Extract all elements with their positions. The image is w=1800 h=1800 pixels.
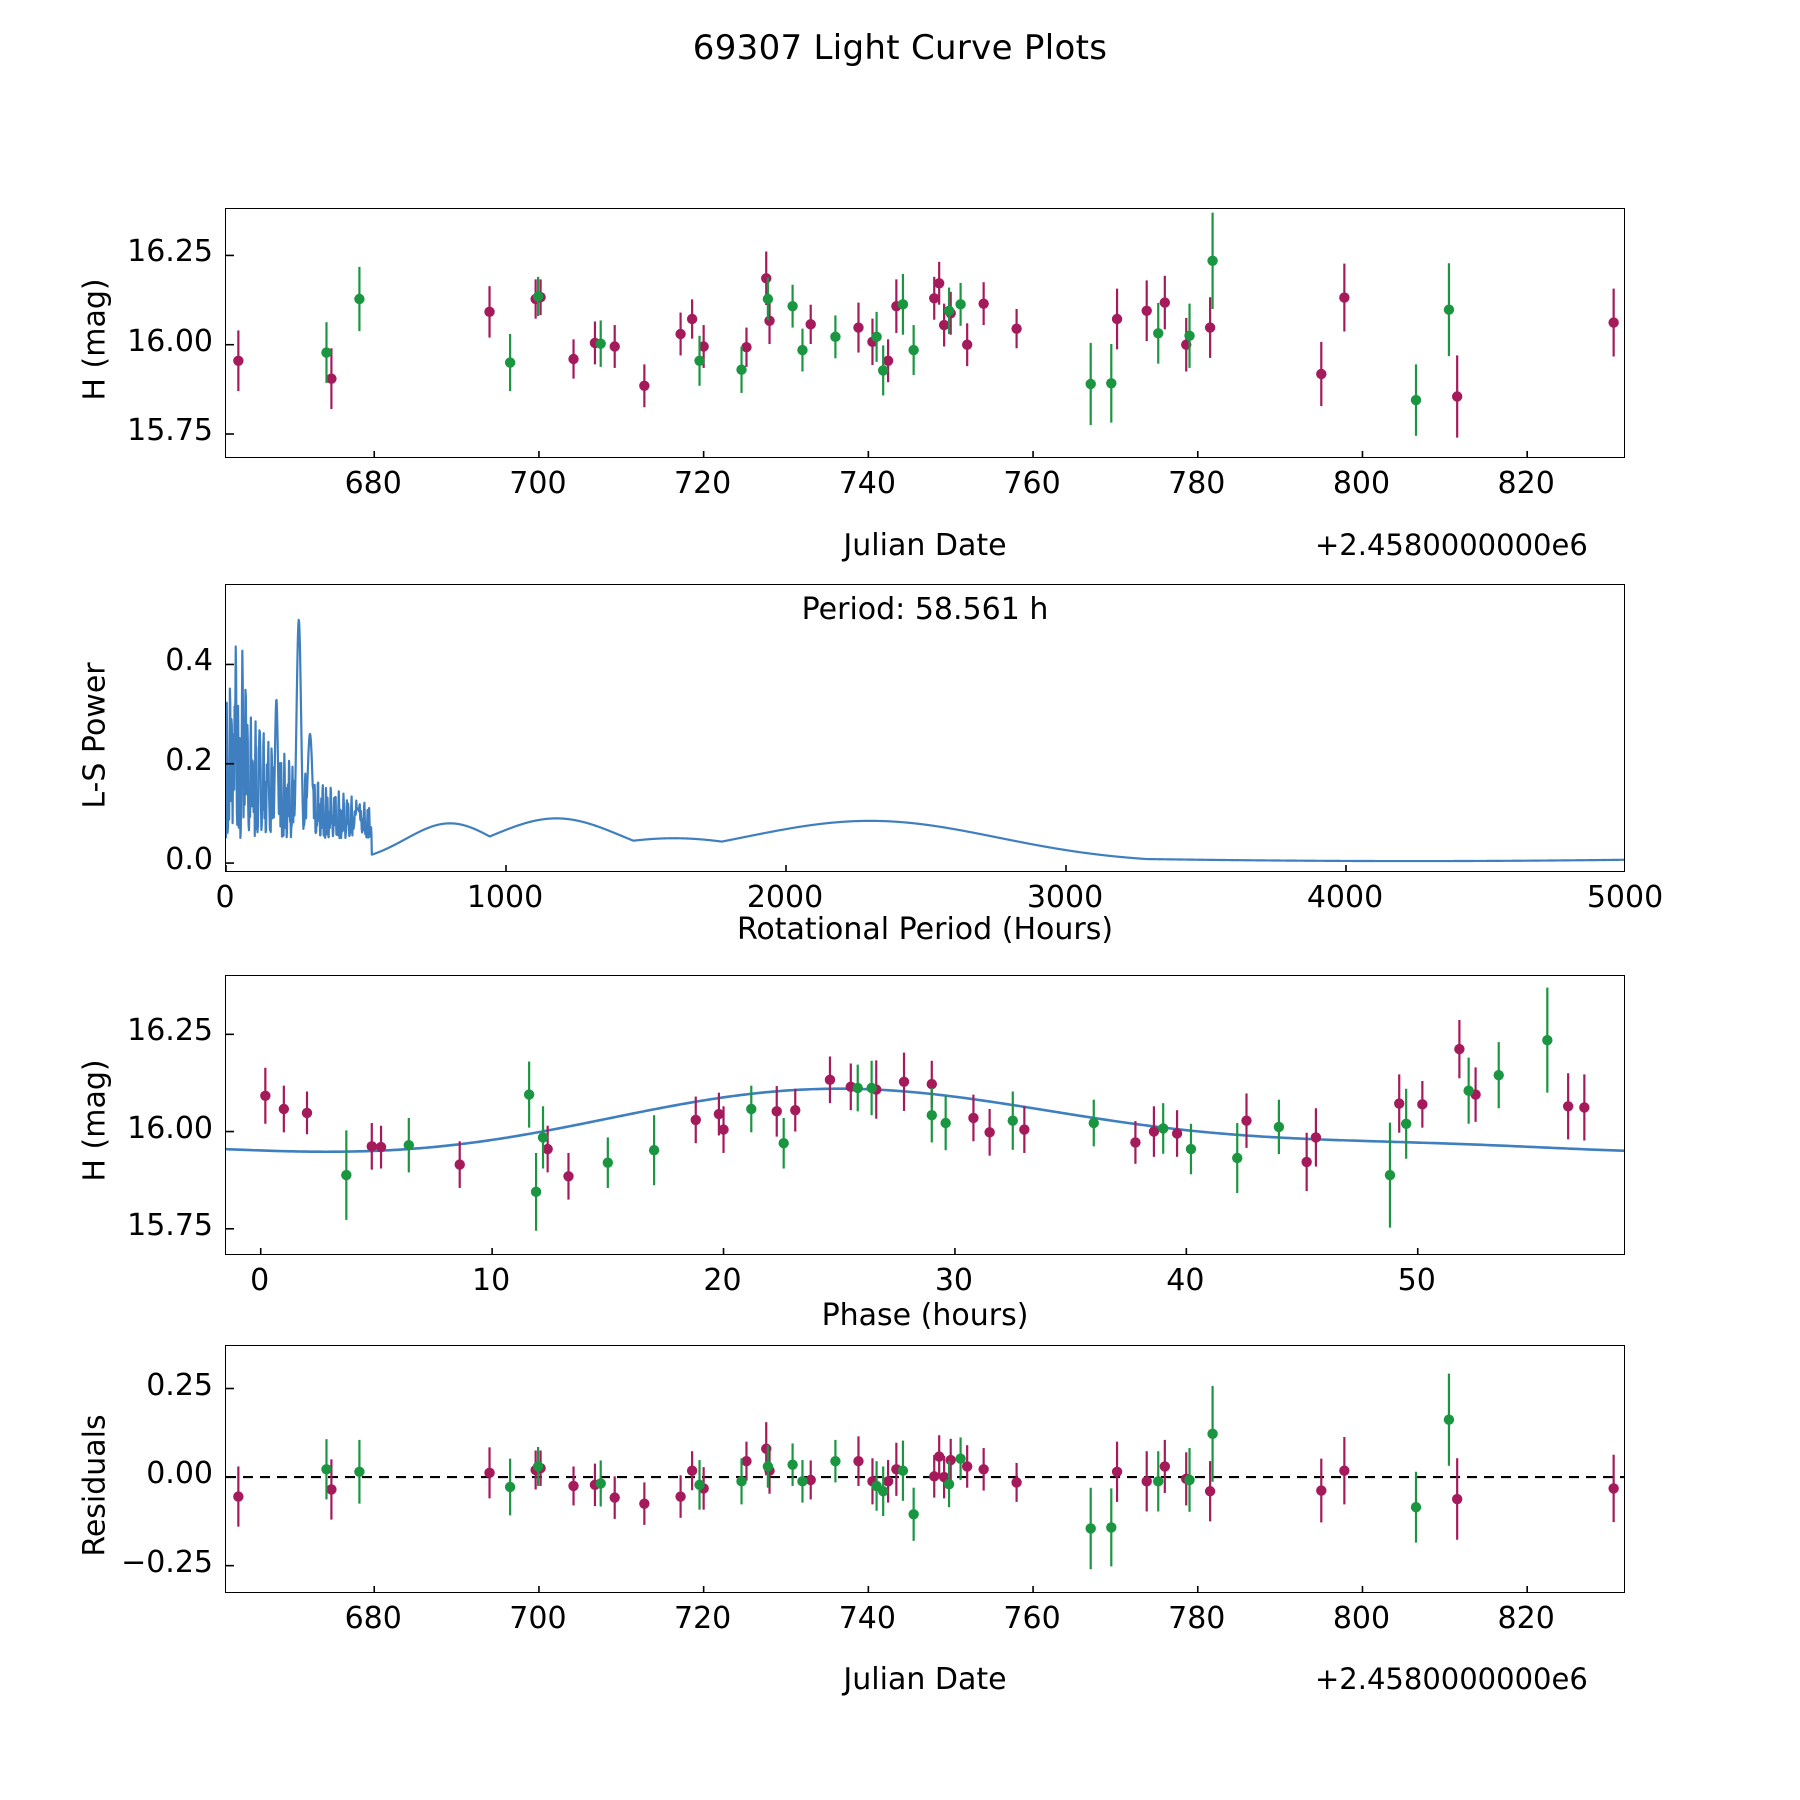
- x-tick-label: 820: [1497, 1601, 1555, 1636]
- data-point: [1158, 1103, 1168, 1154]
- data-point: [1160, 276, 1170, 330]
- data-point: [568, 339, 578, 378]
- data-point: [596, 1460, 606, 1506]
- data-point: [1172, 1110, 1182, 1157]
- lightcurve-x-offset-label: +2.4580000000e6: [1315, 528, 1588, 562]
- x-tick-label: 0: [250, 1263, 270, 1298]
- data-point: [279, 1086, 289, 1133]
- data-point: [1301, 1133, 1311, 1191]
- data-point: [302, 1092, 312, 1135]
- data-point: [927, 1088, 937, 1142]
- data-point: [675, 1475, 685, 1518]
- period-annotation: Period: 58.561 h: [801, 592, 1049, 627]
- data-point: [898, 274, 908, 335]
- data-point: [233, 1466, 243, 1526]
- axes-residuals: [225, 1345, 1625, 1593]
- y-tick-label: −0.25: [121, 1544, 213, 1580]
- data-point: [1452, 355, 1462, 437]
- data-point: [533, 277, 543, 316]
- data-point: [878, 345, 888, 395]
- data-point: [944, 1461, 954, 1507]
- data-point: [1608, 1455, 1618, 1522]
- lightcurve-y-axis-label: H (mag): [77, 278, 113, 401]
- x-tick-label: 50: [1397, 1263, 1436, 1298]
- panel-periodogram: [225, 584, 1625, 872]
- data-point: [1385, 1123, 1395, 1228]
- y-tick-label: 16.00: [127, 323, 213, 359]
- data-point: [1494, 1042, 1504, 1108]
- data-point: [484, 1447, 494, 1498]
- data-point: [649, 1115, 659, 1185]
- data-point: [1417, 1081, 1427, 1128]
- data-point: [763, 278, 773, 321]
- data-point: [603, 1137, 613, 1188]
- x-tick-label: 820: [1497, 466, 1555, 501]
- data-point: [524, 1062, 534, 1128]
- x-tick-label: 680: [344, 1601, 402, 1636]
- data-point: [1274, 1100, 1284, 1154]
- x-tick-label: 20: [703, 1263, 742, 1298]
- data-point: [1444, 263, 1454, 356]
- data-point: [1608, 289, 1618, 357]
- phased-plot-area: [226, 976, 1625, 1255]
- x-tick-label: 700: [509, 466, 567, 501]
- data-point: [1316, 1459, 1326, 1523]
- data-point: [1153, 1451, 1163, 1511]
- data-point: [531, 1153, 541, 1231]
- axes-lightcurve: [225, 208, 1625, 458]
- y-tick-label: 0.00: [146, 1456, 213, 1492]
- data-point: [797, 1460, 807, 1503]
- data-point: [639, 364, 649, 407]
- x-tick-label: 700: [509, 1601, 567, 1636]
- data-point: [1008, 1092, 1018, 1150]
- data-point: [505, 1459, 515, 1516]
- x-tick-label: 780: [1168, 1601, 1226, 1636]
- residuals-plot-area: [226, 1346, 1625, 1593]
- data-point: [825, 1057, 835, 1104]
- x-tick-label: 760: [1003, 1601, 1061, 1636]
- data-point: [772, 1086, 782, 1137]
- data-point: [968, 1095, 978, 1142]
- data-point: [376, 1126, 386, 1169]
- data-point: [741, 328, 751, 367]
- data-point: [1011, 1463, 1021, 1502]
- x-tick-label: 760: [1003, 466, 1061, 501]
- panel-lightcurve: [225, 208, 1625, 458]
- data-point: [354, 267, 364, 331]
- data-point: [778, 1118, 788, 1169]
- data-point: [899, 1053, 909, 1111]
- data-point: [962, 323, 972, 366]
- data-point: [908, 1488, 918, 1541]
- data-point: [1207, 1386, 1217, 1482]
- data-point: [260, 1068, 270, 1124]
- data-point: [1542, 988, 1552, 1093]
- data-point: [878, 1466, 888, 1516]
- data-point: [533, 1447, 543, 1486]
- axes-periodogram: [225, 584, 1625, 872]
- data-point: [787, 285, 797, 328]
- data-point: [1452, 1458, 1462, 1539]
- data-point: [610, 1476, 620, 1519]
- data-point: [484, 286, 494, 337]
- data-point: [1205, 297, 1215, 358]
- data-point: [790, 1089, 800, 1132]
- data-point: [978, 1448, 988, 1491]
- data-point: [883, 339, 893, 382]
- data-point: [1563, 1073, 1573, 1139]
- data-point: [1207, 213, 1217, 309]
- data-point: [1011, 309, 1021, 348]
- x-tick-label: 800: [1332, 1601, 1391, 1636]
- y-tick-label: 16.00: [127, 1110, 213, 1146]
- periodogram-plot-area: [226, 585, 1625, 872]
- phased-x-axis-label: Phase (hours): [821, 1298, 1029, 1333]
- data-point: [404, 1118, 414, 1172]
- x-tick-label: 40: [1166, 1263, 1205, 1298]
- data-point: [1339, 264, 1349, 332]
- data-point: [1241, 1093, 1251, 1147]
- data-point: [741, 1442, 751, 1481]
- data-point: [1153, 303, 1163, 364]
- data-point: [830, 315, 840, 358]
- data-point: [853, 303, 863, 353]
- data-point: [1112, 289, 1122, 350]
- data-point: [898, 1441, 908, 1501]
- data-point: [1454, 1020, 1464, 1078]
- data-point: [787, 1443, 797, 1486]
- periodogram-x-axis-label: Rotational Period (Hours): [736, 912, 1114, 947]
- x-tick-label: 680: [344, 466, 402, 501]
- y-tick-label: 0.4: [165, 643, 213, 679]
- data-point: [505, 334, 515, 391]
- data-point: [1339, 1437, 1349, 1504]
- panel-phased: [225, 975, 1625, 1255]
- data-point: [940, 1096, 950, 1150]
- figure-title: 69307 Light Curve Plots: [692, 28, 1108, 68]
- y-tick-label: 0.2: [165, 742, 213, 778]
- data-point: [1411, 1472, 1421, 1543]
- data-point: [1130, 1121, 1140, 1164]
- y-tick-label: 0.0: [165, 842, 213, 878]
- x-tick-label: 1000: [466, 880, 544, 915]
- data-point: [455, 1141, 465, 1188]
- axes-phased: [225, 975, 1625, 1255]
- data-point: [797, 329, 807, 372]
- x-tick-label: 4000: [1306, 880, 1384, 915]
- data-point: [1579, 1074, 1589, 1140]
- data-point: [962, 1445, 972, 1488]
- x-tick-label: 800: [1332, 466, 1391, 501]
- data-point: [1086, 1488, 1096, 1569]
- data-point: [610, 325, 620, 368]
- y-tick-label: 0.25: [146, 1367, 213, 1403]
- x-tick-label: 0: [215, 880, 235, 915]
- data-point: [563, 1153, 573, 1200]
- residuals-x-axis-label: Julian Date: [843, 1662, 1007, 1697]
- data-point: [1463, 1058, 1473, 1124]
- data-point: [687, 299, 697, 338]
- data-point: [736, 347, 746, 393]
- residuals-x-offset-label: +2.4580000000e6: [1315, 1662, 1588, 1696]
- data-point: [955, 1437, 965, 1480]
- panel-residuals: [225, 1345, 1625, 1593]
- y-tick-label: 15.75: [127, 1207, 213, 1243]
- data-point: [639, 1482, 649, 1525]
- lightcurve-plot-area: [226, 209, 1625, 458]
- data-point: [853, 1436, 863, 1486]
- data-point: [978, 282, 988, 325]
- data-point: [341, 1130, 351, 1219]
- x-tick-label: 5000: [1586, 880, 1664, 915]
- data-point: [1311, 1108, 1321, 1166]
- x-tick-label: 3000: [1026, 880, 1104, 915]
- x-tick-label: 2000: [746, 880, 824, 915]
- lightcurve-x-axis-label: Julian Date: [843, 528, 1007, 563]
- y-tick-label: 16.25: [127, 234, 213, 270]
- residuals-y-axis-label: Residuals: [77, 1414, 113, 1557]
- data-point: [955, 283, 965, 326]
- data-point: [1106, 344, 1116, 423]
- x-tick-label: 10: [472, 1263, 511, 1298]
- data-point: [1444, 1374, 1454, 1466]
- data-point: [853, 1065, 863, 1112]
- x-tick-label: 720: [674, 1601, 732, 1636]
- x-tick-label: 740: [838, 1601, 896, 1636]
- data-point: [1142, 280, 1152, 341]
- data-point: [1086, 343, 1096, 425]
- data-point: [1112, 1442, 1122, 1502]
- data-point: [367, 1123, 377, 1170]
- x-tick-label: 30: [934, 1263, 974, 1298]
- data-point: [1205, 1461, 1215, 1521]
- data-point: [908, 325, 918, 375]
- x-tick-label: 780: [1168, 466, 1226, 501]
- periodogram-y-axis-label: L-S Power: [77, 662, 113, 809]
- data-point: [1142, 1451, 1152, 1511]
- data-point: [1149, 1106, 1159, 1157]
- data-point: [568, 1466, 578, 1505]
- data-point: [1089, 1100, 1099, 1147]
- data-point: [1106, 1488, 1116, 1566]
- y-tick-label: 15.75: [127, 413, 213, 448]
- data-point: [806, 305, 816, 344]
- data-point: [984, 1109, 994, 1156]
- data-point: [675, 313, 685, 356]
- data-point: [354, 1440, 364, 1504]
- data-point: [233, 330, 243, 391]
- data-point: [596, 320, 606, 366]
- data-point: [1019, 1106, 1029, 1153]
- phased-y-axis-label: H (mag): [77, 1059, 113, 1182]
- data-point: [1401, 1089, 1411, 1159]
- data-point: [1316, 342, 1326, 406]
- data-point: [1411, 364, 1421, 435]
- y-tick-label: 16.25: [127, 1013, 213, 1049]
- x-tick-label: 740: [838, 466, 896, 501]
- x-tick-label: 720: [674, 466, 732, 501]
